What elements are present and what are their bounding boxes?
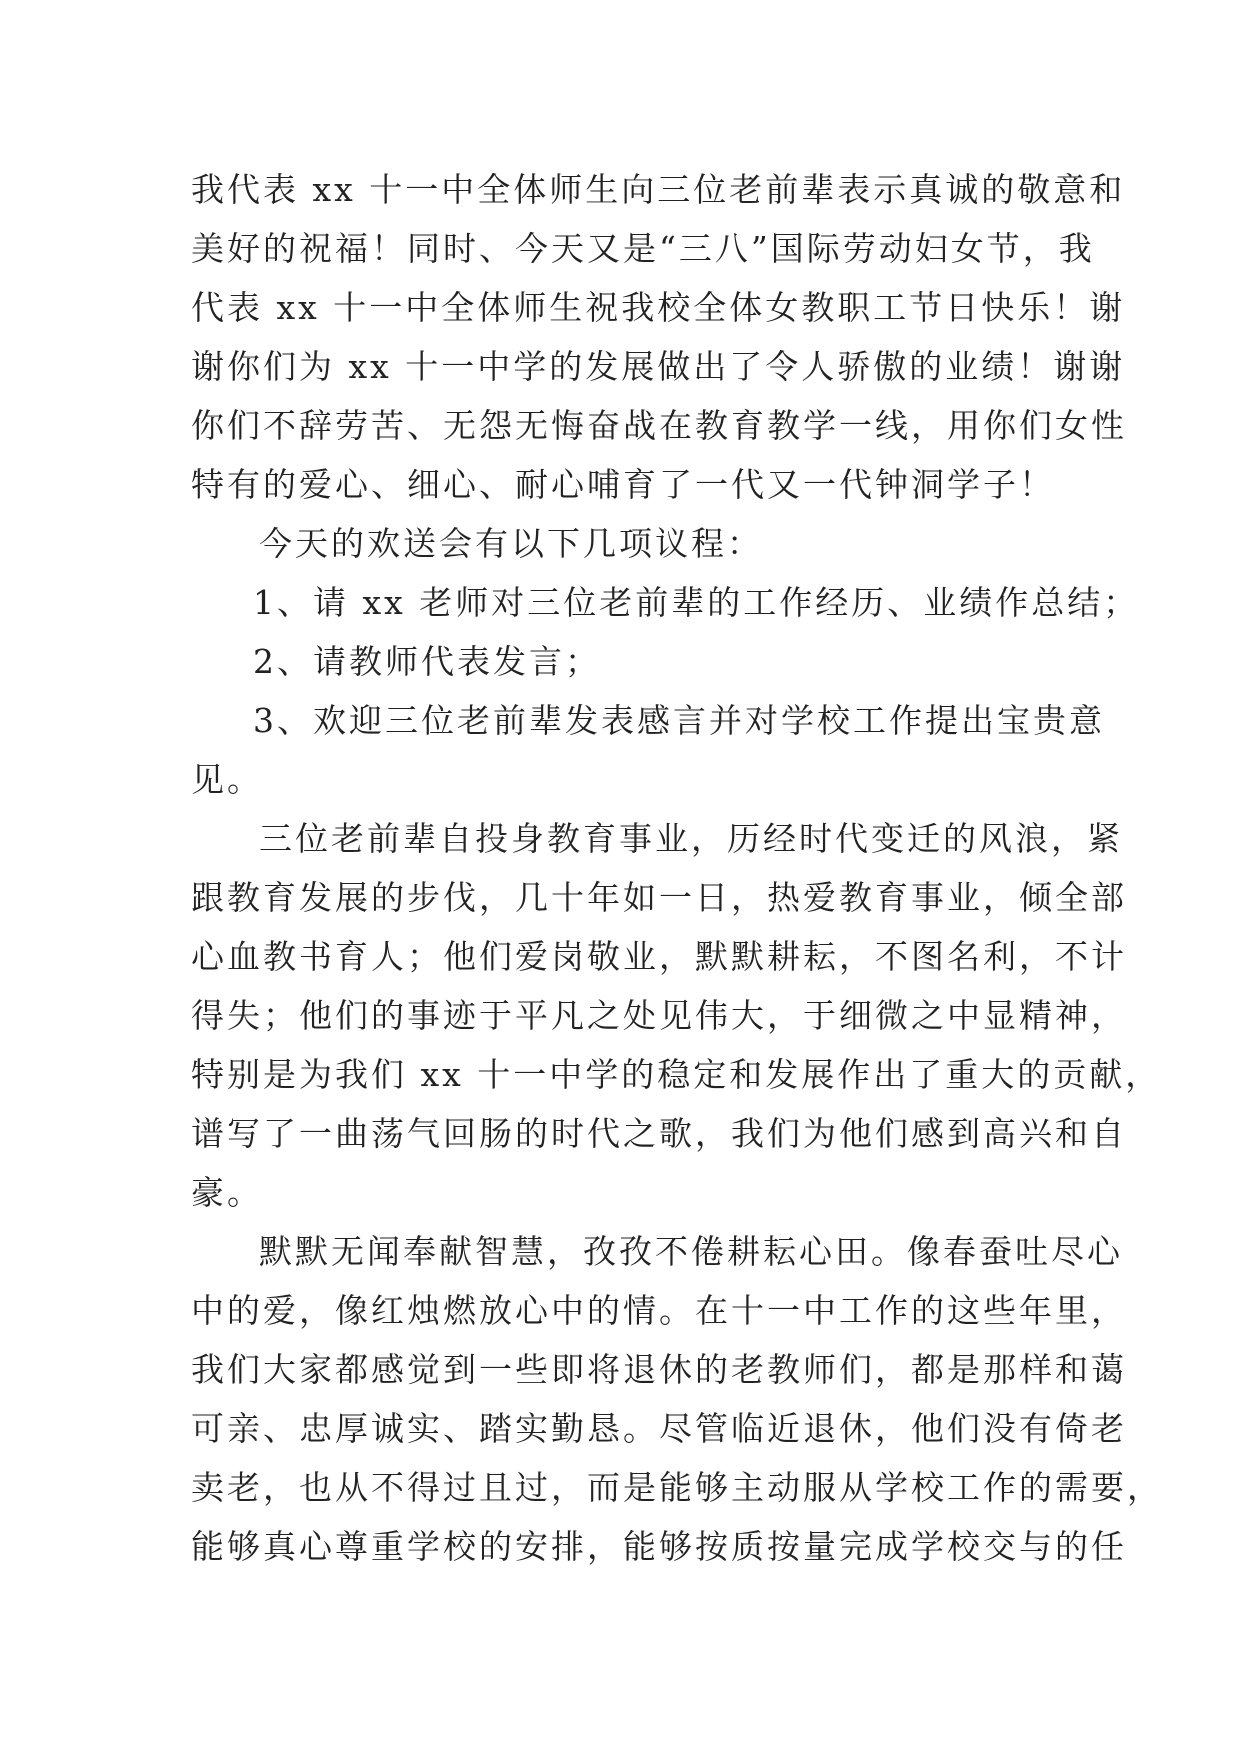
text-line: 我们大家都感觉到一些即将退休的老教师们，都是那样和蔼 — [191, 1350, 1127, 1389]
text-line: 特有的爱心、细心、耐心哺育了一代又一代钟洞学子！ — [191, 465, 1055, 504]
text-line: 心血教书育人；他们爱岗敬业，默默耕耘，不图名利，不计 — [191, 937, 1127, 976]
agenda-item-3: 3、欢迎三位老前辈发表感言并对学校工作提出宝贵意 — [253, 701, 1105, 740]
text-line: 代表 xx 十一中全体师生祝我校全体女教职工节日快乐！谢 — [191, 288, 1126, 327]
text-line: 跟教育发展的步伐，几十年如一日，热爱教育事业，倾全部 — [191, 878, 1127, 917]
agenda-item-1: 1、请 xx 老师对三位老前辈的工作经历、业绩作总结； — [253, 583, 1140, 622]
text-line: 谢你们为 xx 十一中学的发展做出了令人骄傲的业绩！谢谢 — [191, 347, 1126, 386]
text-line: 谱写了一曲荡气回肠的时代之歌，我们为他们感到高兴和自 — [191, 1114, 1127, 1153]
text-line: 豪。 — [191, 1173, 263, 1212]
agenda-intro: 今天的欢送会有以下几项议程： — [259, 524, 763, 563]
paragraph-start: 三位老前辈自投身教育事业，历经时代变迁的风浪，紧 — [259, 819, 1123, 858]
text-line: 能够真心尊重学校的安排，能够按质按量完成学校交与的任 — [191, 1527, 1127, 1566]
text-line: 卖老，也从不得过且过，而是能够主动服从学校工作的需要， — [191, 1468, 1163, 1507]
text-line: 见。 — [191, 760, 263, 799]
text-line: 特别是为我们 xx 十一中学的稳定和发展作出了重大的贡献， — [191, 1055, 1162, 1094]
document-body — [191, 160, 1163, 1576]
agenda-item-2: 2、请教师代表发言； — [253, 642, 601, 681]
text-line: 中的爱，像红烛燃放心中的情。在十一中工作的这些年里， — [191, 1291, 1127, 1330]
paragraph-start: 默默无闻奉献智慧，孜孜不倦耕耘心田。像春蚕吐尽心 — [259, 1232, 1123, 1271]
text-line: 你们不辞劳苦、无怨无悔奋战在教育教学一线，用你们女性 — [191, 406, 1127, 445]
text-line: 美好的祝福！同时、今天又是“三八”国际劳动妇女节，我 — [191, 229, 1095, 268]
text-line: 得失；他们的事迹于平凡之处见伟大，于细微之中显精神， — [191, 996, 1127, 1035]
text-line: 可亲、忠厚诚实、踏实勤恳。尽管临近退休，他们没有倚老 — [191, 1409, 1127, 1448]
text-line: 我代表 xx 十一中全体师生向三位老前辈表示真诚的敬意和 — [191, 170, 1126, 209]
